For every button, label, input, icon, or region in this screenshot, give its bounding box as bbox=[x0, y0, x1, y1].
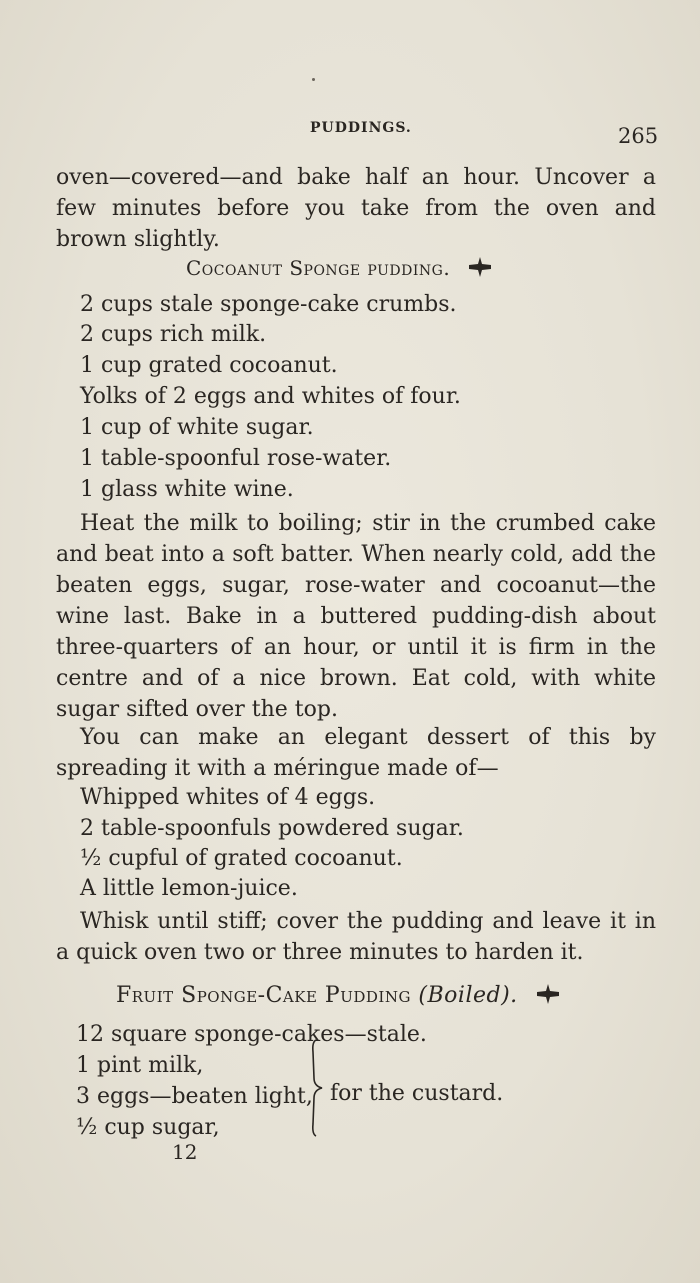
meringue-item: ½ cupful of grated cocoanut. bbox=[80, 846, 403, 871]
recipe-title-fruit-sponge bbox=[116, 982, 561, 1012]
ingredient-line: 1 table-spoonful rose-water. bbox=[80, 446, 392, 471]
page-number: 265 bbox=[618, 124, 659, 148]
recipe-title-paren: (Boiled). bbox=[418, 983, 518, 1008]
recipe-title-text: Fruit Sponge-Cake Pudding bbox=[116, 983, 411, 1008]
continued-paragraph: oven—covered—and bake half an hour. Uncover a few minutes before you take from the oven and brown slightly. bbox=[56, 165, 656, 252]
running-head: PUDDINGS. bbox=[310, 120, 412, 136]
meringue-directions: Whisk until stiff; cover the pudding and leave it in a quick oven two or three minutes to harden it. bbox=[56, 909, 656, 965]
ingredient-line: 2 cups rich milk. bbox=[80, 322, 267, 347]
curly-brace bbox=[308, 1038, 326, 1138]
signature-mark: 12 bbox=[172, 1140, 198, 1164]
recipe-title-text: Cocoanut Sponge pudding. bbox=[186, 256, 451, 280]
recipe-title-cocoanut bbox=[186, 255, 493, 284]
meringue-item: Whipped whites of 4 eggs. bbox=[80, 785, 376, 810]
meringue-item: A little lemon-juice. bbox=[80, 876, 298, 901]
cross-pattee-icon bbox=[535, 982, 561, 1012]
cross-pattee-icon bbox=[467, 255, 493, 284]
ingredient-line: 12 square sponge-cakes—stale. bbox=[76, 1022, 427, 1047]
meringue-intro: You can make an elegant dessert of this by spreading it with a méringue made of— bbox=[56, 725, 656, 781]
directions-paragraph: Heat the milk to boiling; stir in the crumbed cake and beat into a soft batter. When nearly cold, add the beaten eggs, sugar, rose-water and cocoanut—the wine last. Bake in a buttered pudding-dish about three-quarters of an hour, or until it is firm in the centre and of a nice brown. Eat cold, with white sugar sifted over the top. bbox=[56, 511, 656, 722]
custard-note: for the custard. bbox=[330, 1081, 504, 1106]
ingredient-line: 2 cups stale sponge-cake crumbs. bbox=[80, 292, 457, 317]
ingredient-line: 1 pint milk, bbox=[76, 1053, 204, 1078]
ingredient-line: ½ cup sugar, bbox=[76, 1115, 220, 1140]
meringue-item: 2 table-spoonfuls powdered sugar. bbox=[80, 816, 464, 841]
ingredient-line: Yolks of 2 eggs and whites of four. bbox=[80, 384, 461, 409]
ingredient-line: 1 glass white wine. bbox=[80, 477, 294, 502]
ingredient-line: 1 cup grated cocoanut. bbox=[80, 353, 338, 378]
ingredient-line: 3 eggs—beaten light, bbox=[76, 1084, 313, 1109]
ingredient-line: 1 cup of white sugar. bbox=[80, 415, 314, 440]
ink-speck bbox=[312, 78, 315, 81]
